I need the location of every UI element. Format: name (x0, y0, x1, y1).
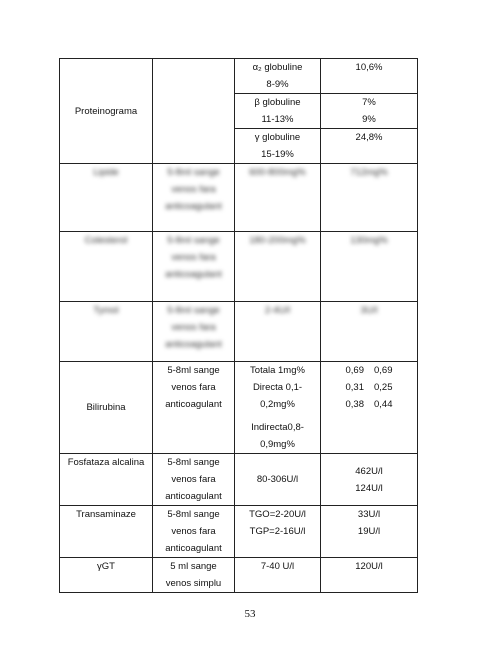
table-row (60, 164, 418, 232)
sample-cell (153, 558, 235, 593)
sample-cell (153, 232, 235, 302)
test-name-cell: Fosfataza alcalina (60, 454, 153, 506)
value-cell (321, 94, 418, 129)
sample-cell (153, 302, 235, 362)
value-cell (321, 362, 418, 454)
value-pair (325, 362, 413, 379)
sample-line: 5-8ml sange (167, 167, 220, 178)
result-value: 124U/l (355, 482, 383, 494)
sample-line: venos fara (171, 382, 216, 393)
reference-name: β globuline (254, 97, 301, 108)
value-cell (321, 506, 418, 558)
reference-cell (235, 129, 321, 164)
sample-line: 5-8ml sange (167, 305, 220, 316)
reference-line: TGO=2-20U/l (249, 509, 306, 520)
result-value: 0,31 (345, 382, 364, 393)
sample-cell (153, 59, 235, 164)
result-value: 0,25 (374, 382, 393, 393)
reference-cell: 600-800mg% (235, 164, 321, 232)
reference-line: Totala 1mg% (250, 365, 305, 376)
sample-line: 5 ml sange (170, 561, 217, 572)
test-name-cell: Tymol (60, 302, 153, 362)
table-row (60, 232, 418, 302)
test-name-cell: Proteinograma (60, 59, 153, 164)
result-value: 0,69 (374, 365, 393, 376)
test-name-cell: Transaminaze (60, 506, 153, 558)
sample-line: anticoagulant (165, 269, 222, 280)
sample-line: venos fara (171, 322, 216, 333)
sample-line: 5-8ml sange (167, 457, 220, 468)
result-value: 7% (362, 97, 376, 108)
reference-name: γ globuline (254, 132, 301, 143)
sample-line: venos fara (171, 252, 216, 263)
reference-range: 8-9% (266, 79, 289, 90)
sample-line: anticoagulant (165, 543, 222, 554)
reference-cell (235, 94, 321, 129)
result-value: 9% (362, 114, 376, 125)
value-cell (321, 59, 418, 94)
result-value: 24,8% (355, 132, 383, 143)
result-value: 0,44 (374, 399, 393, 410)
result-value: 33U/l (357, 509, 381, 520)
value-pair (325, 396, 413, 413)
table-row (60, 506, 418, 558)
value-cell: 130mg% (321, 232, 418, 302)
sample-cell (153, 454, 235, 506)
sample-line: anticoagulant (165, 491, 222, 502)
result-value: 0,38 (345, 399, 364, 410)
reference-range: 15-19% (261, 149, 294, 160)
sample-line: venos fara (171, 526, 216, 537)
test-name-cell: Lipide (60, 164, 153, 232)
reference-cell: 7-40 U/l (235, 558, 321, 593)
lab-results-table (59, 58, 418, 593)
sample-line: venos simplu (165, 578, 222, 589)
reference-cell (235, 59, 321, 94)
value-pair (325, 379, 413, 396)
reference-line: TGP=2-16U/l (249, 526, 306, 537)
table-row (60, 362, 418, 454)
value-cell (321, 454, 418, 506)
reference-cell: 80-306U/l (235, 454, 321, 506)
reference-line: Directa 0,1-0,2mg% (252, 382, 303, 410)
reference-cell: 2-4U/l (235, 302, 321, 362)
result-value: 19U/l (357, 526, 381, 537)
reference-range: 11-13% (261, 114, 294, 125)
sample-cell (153, 506, 235, 558)
reference-cell (235, 506, 321, 558)
sample-line: 5-8ml sange (167, 235, 220, 246)
test-name-cell: γGT (60, 558, 153, 593)
value-cell: 3U/l (321, 302, 418, 362)
reference-cell: 180-200mg% (235, 232, 321, 302)
sample-cell (153, 362, 235, 454)
sample-line: anticoagulant (165, 339, 222, 350)
sample-line: anticoagulant (165, 399, 222, 410)
reference-name: α₂ globuline (252, 62, 303, 73)
result-value: 462U/l (355, 465, 383, 477)
sample-cell (153, 164, 235, 232)
reference-cell (235, 362, 321, 454)
table-row (60, 454, 418, 506)
sample-line: venos fara (171, 474, 216, 485)
table-row (60, 302, 418, 362)
sample-line: anticoagulant (165, 201, 222, 212)
page-number: 53 (244, 608, 256, 620)
value-cell (321, 129, 418, 164)
value-cell: 712mg% (321, 164, 418, 232)
test-name-cell: Colesterol (60, 232, 153, 302)
sample-line: 5-8ml sange (167, 365, 220, 376)
sample-line: venos fara (171, 184, 216, 195)
value-cell: 120U/l (321, 558, 418, 593)
reference-line: Indirecta0,8-0,9mg% (251, 422, 304, 450)
table-row (60, 558, 418, 593)
sample-line: 5-8ml sange (167, 509, 220, 520)
result-value: 10,6% (355, 62, 383, 73)
test-name-cell: Bilirubina (60, 362, 153, 454)
result-value: 0,69 (345, 365, 364, 376)
table-row (60, 59, 418, 94)
